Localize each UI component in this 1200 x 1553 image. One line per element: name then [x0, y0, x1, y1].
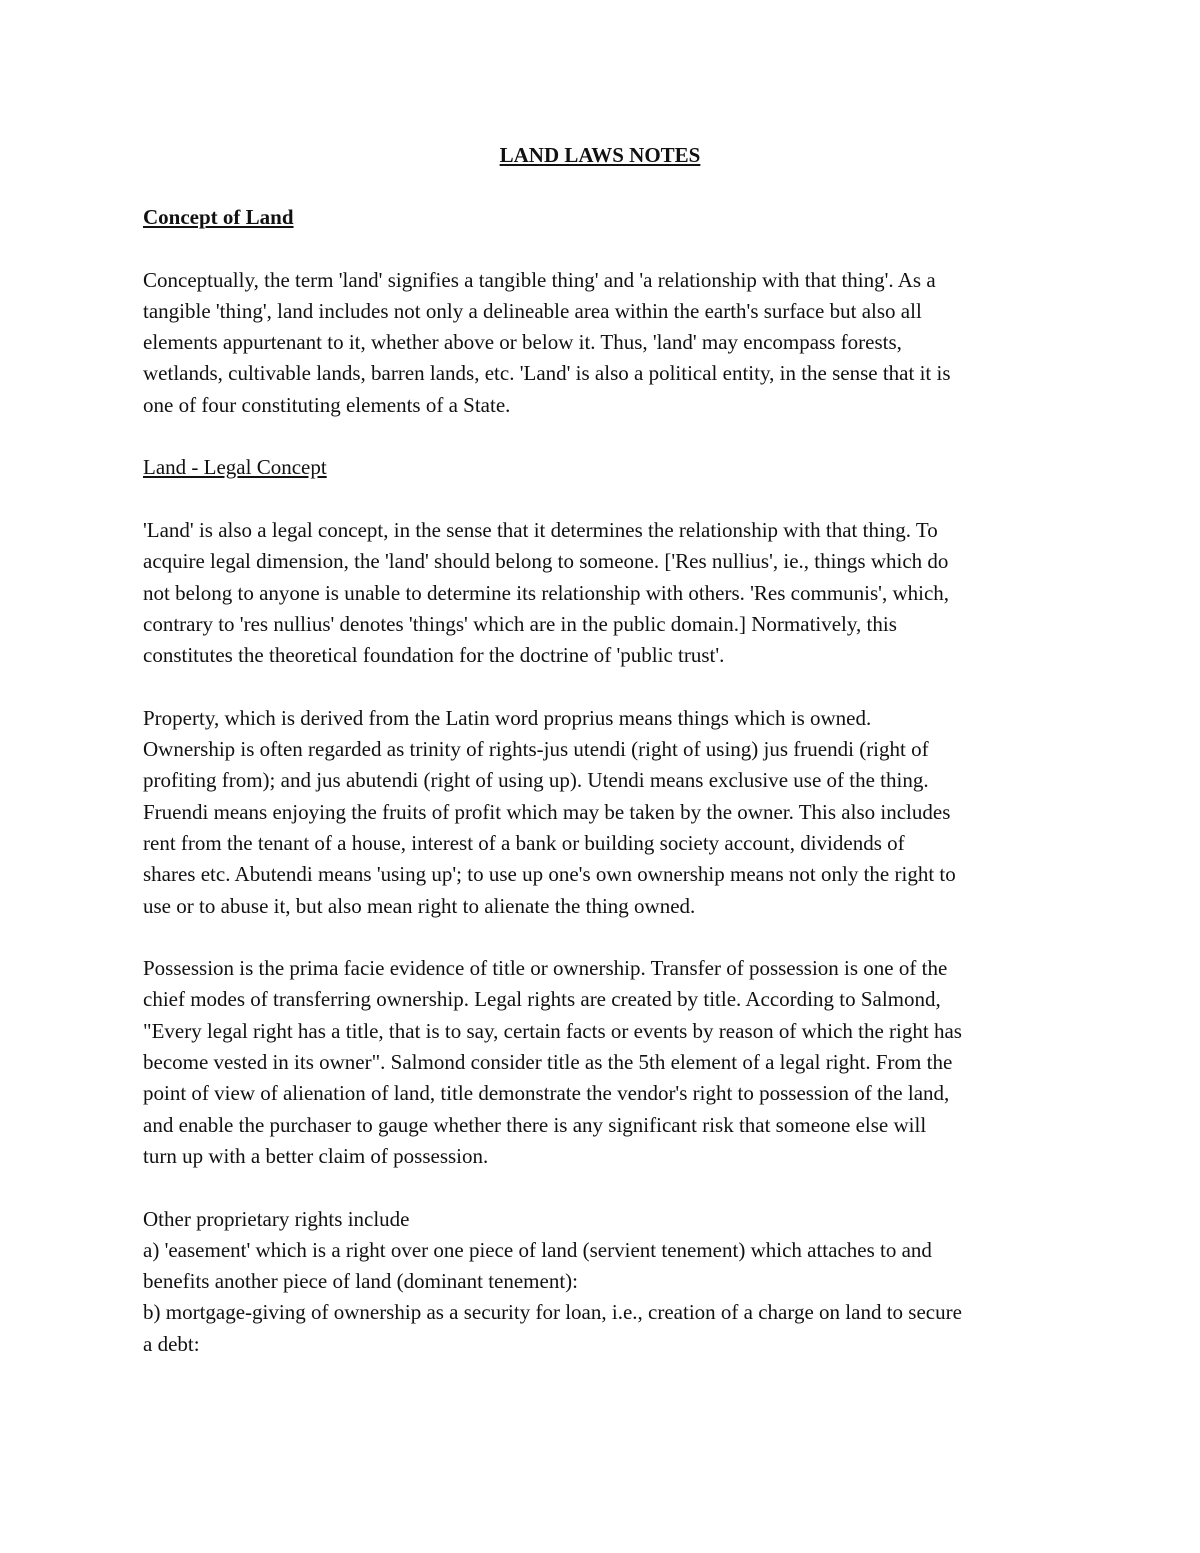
text-line: become vested in its owner". Salmond consider title as the 5th element of a legal right. From the	[143, 1050, 953, 1075]
text-line: and enable the purchaser to gauge whether there is any significant risk that someone else will	[143, 1112, 927, 1137]
text-line: tangible 'thing', land includes not only a delineable area within the earth's surface but also all	[143, 298, 922, 323]
spacer	[143, 671, 1063, 702]
text-line: constitutes the theoretical foundation for the doctrine of 'public trust'.	[143, 643, 725, 668]
paragraph-legal-concept	[143, 515, 1063, 671]
text-line: contrary to 'res nullius' denotes 'things' which are in the public domain.] Normatively, this	[143, 611, 897, 636]
text-line: Ownership is often regarded as trinity of rights-jus utendi (right of using) jus fruendi (right of	[143, 737, 929, 762]
text-line: acquire legal dimension, the 'land' should belong to someone. ['Res nullius', ie., things which do	[143, 549, 949, 574]
text-line: one of four constituting elements of a State.	[143, 392, 511, 417]
text-line: a debt:	[143, 1331, 200, 1356]
spacer	[143, 233, 1063, 264]
spacer	[143, 922, 1063, 953]
paragraph-possession	[143, 953, 1063, 1172]
section-heading-concept-of-land: Concept of Land	[143, 205, 294, 229]
text-line: elements appurtenant to it, whether above or below it. Thus, 'land' may encompass forests,	[143, 330, 902, 355]
text-line: use or to abuse it, but also mean right to alienate the thing owned.	[143, 893, 696, 918]
spacer	[143, 1172, 1063, 1203]
text-line: Fruendi means enjoying the fruits of profit which may be taken by the owner. This also includes	[143, 799, 951, 824]
paragraph-proprietary-rights	[143, 1204, 1063, 1360]
text-line: 'Land' is also a legal concept, in the sense that it determines the relationship with that thing. To	[143, 517, 938, 542]
text-line: shares etc. Abutendi means 'using up'; to use up one's own ownership means not only the right to	[143, 862, 956, 887]
text-line: "Every legal right has a title, that is to say, certain facts or events by reason of which the right has	[143, 1018, 962, 1043]
list-item: a) 'easement' which is a right over one piece of land (servient tenement) which attaches to and	[143, 1237, 932, 1262]
text-line: Conceptually, the term 'land' signifies a tangible thing' and 'a relationship with that thing'. As a	[143, 267, 936, 292]
document-title: LAND LAWS NOTES	[499, 143, 701, 167]
spacer	[143, 484, 1063, 515]
text-line: benefits another piece of land (dominant tenement):	[143, 1269, 579, 1294]
paragraph-concept-of-land	[143, 265, 1063, 421]
text-line: wetlands, cultivable lands, barren lands, etc. 'Land' is also a political entity, in the sense that it is	[143, 361, 951, 386]
paragraph-property	[143, 703, 1063, 922]
list-item: b) mortgage-giving of ownership as a security for loan, i.e., creation of a charge on land to secure	[143, 1300, 962, 1325]
document-body	[143, 202, 1063, 1360]
text-line: point of view of alienation of land, title demonstrate the vendor's right to possession of the land,	[143, 1081, 950, 1106]
text-line: Other proprietary rights include	[143, 1206, 410, 1231]
text-line: not belong to anyone is unable to determine its relationship with others. 'Res communis', which,	[143, 580, 950, 605]
section-heading-legal-concept: Land - Legal Concept	[143, 455, 327, 480]
text-line: Property, which is derived from the Latin word proprius means things which is owned.	[143, 705, 872, 730]
text-line: chief modes of transferring ownership. Legal rights are created by title. According to Salmond,	[143, 987, 941, 1012]
text-line: profiting from); and jus abutendi (right of using up). Utendi means exclusive use of the thing.	[143, 768, 929, 793]
text-line: turn up with a better claim of possession.	[143, 1143, 489, 1168]
spacer	[143, 421, 1063, 452]
text-line: Possession is the prima facie evidence of title or ownership. Transfer of possession is one of the	[143, 956, 948, 981]
text-line: rent from the tenant of a house, interest of a bank or building society account, dividends of	[143, 830, 905, 855]
